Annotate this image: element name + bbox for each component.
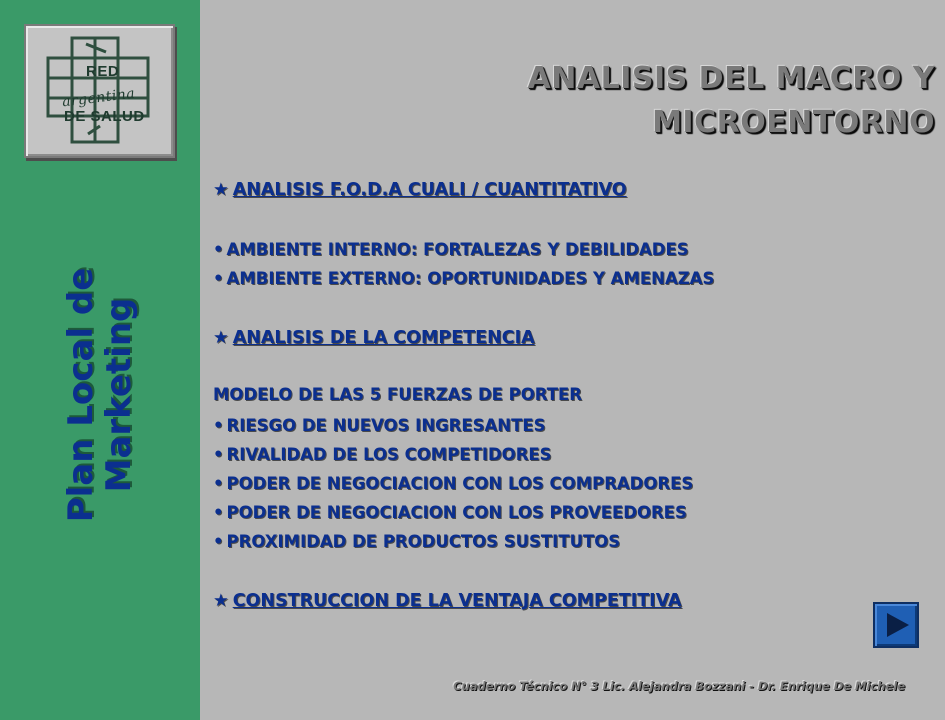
sidebar-title-line-2: Marketing (99, 297, 139, 493)
porter-item-rivalry: • RIVALIDAD DE LOS COMPETIDORES (213, 445, 552, 464)
porter-item-suppliers: • PODER DE NEGOCIACION CON LOS PROVEEDORES (213, 503, 687, 522)
foda-heading-text: ANALISIS F.O.D.A CUALI / CUANTITATIVO (232, 180, 627, 200)
porter-item-substitutes: • PROXIMIDAD DE PRODUCTOS SUSTITUTOS (213, 532, 620, 551)
page-title (528, 57, 935, 145)
competencia-heading (213, 328, 535, 348)
logo-text-de-salud: DE SALUD (64, 108, 145, 125)
porter-item-buyers: • PODER DE NEGOCIACION CON LOS COMPRADORES (213, 474, 693, 493)
footer-credits: Cuaderno Técnico N° 3 Lic. Alejandra Bozzani - Dr. Enrique De Michele (453, 679, 905, 693)
star-icon: ★ (213, 180, 229, 200)
logo-text-argentina: argentina (61, 85, 136, 111)
sidebar (0, 0, 200, 720)
foda-item-external: • AMBIENTE EXTERNO: OPORTUNIDADES Y AMENAZAS (213, 269, 714, 288)
page-title-line-2: MICROENTORNO (652, 105, 935, 140)
page-title-line-1: ANALISIS DEL MACRO Y (527, 61, 935, 96)
ventaja-heading-text: CONSTRUCCION DE LA VENTAJA COMPETITIVA (232, 591, 682, 611)
logo-text-red: RED (86, 63, 120, 80)
star-icon: ★ (213, 591, 229, 611)
play-arrow-icon (887, 613, 909, 637)
porter-item-new-entrants: • RIESGO DE NUEVOS INGRESANTES (213, 416, 546, 435)
ventaja-heading (213, 591, 682, 611)
porter-model-title: MODELO DE LAS 5 FUERZAS DE PORTER (213, 385, 582, 404)
foda-item-internal: • AMBIENTE INTERNO: FORTALEZAS Y DEBILIDADES (213, 240, 689, 259)
foda-heading (213, 180, 627, 200)
next-slide-button[interactable] (873, 602, 919, 648)
sidebar-title-line-1: Plan Local de (61, 267, 101, 523)
logo (24, 24, 175, 158)
star-icon: ★ (213, 328, 229, 348)
competencia-heading-text: ANALISIS DE LA COMPETENCIA (232, 328, 535, 348)
sidebar-vertical-title (62, 268, 138, 523)
